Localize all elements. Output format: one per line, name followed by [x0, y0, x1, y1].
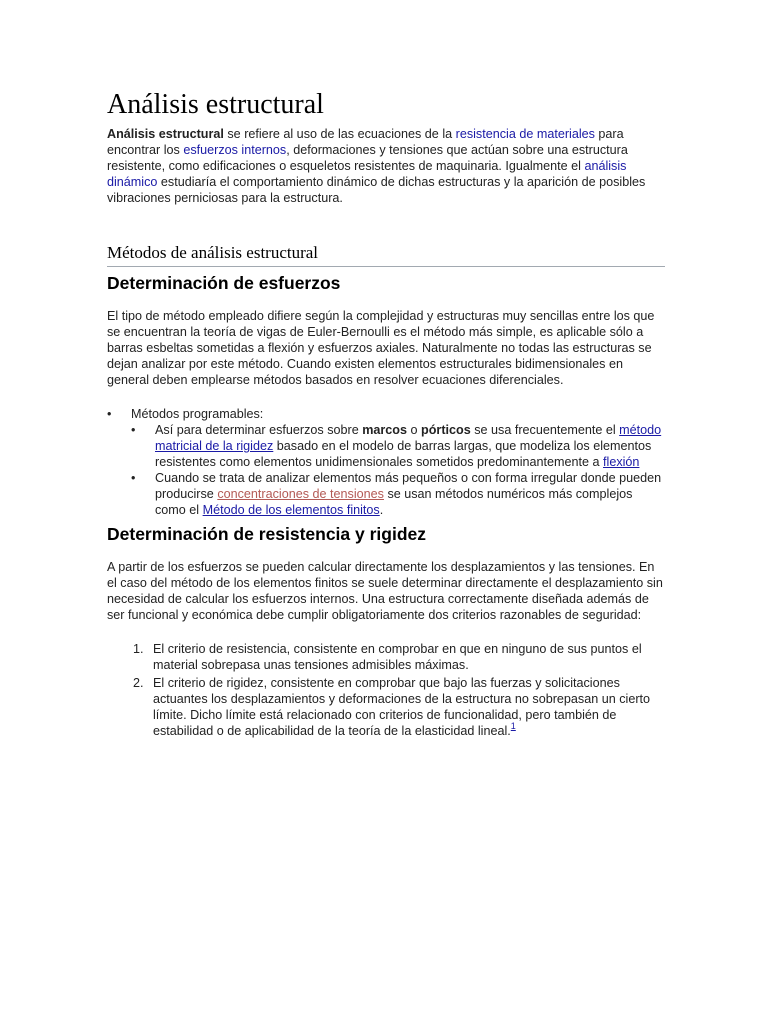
methods-list	[107, 406, 665, 518]
item1-text-2: o	[407, 423, 422, 437]
list-item-criterio-rigidez	[107, 675, 665, 739]
item1-text-4: basado en el modelo de barras largas, que modeliza los elementos resistentes como elementos unidimensionales sometidos predominantemente a	[155, 439, 652, 469]
list-item-elementos-pequenos	[131, 470, 665, 518]
list-number: 2.	[133, 676, 144, 690]
link-flexion[interactable]: flexión	[603, 455, 640, 469]
link-esfuerzos-internos[interactable]: esfuerzos internos	[183, 143, 287, 157]
item2-text-1: Cuando se trata de analizar elementos más pequeños o con forma irregular donde pueden producirse	[155, 471, 662, 501]
item1-text-1: Así para determinar esfuerzos sobre	[155, 423, 363, 437]
criteria-list	[107, 641, 665, 739]
subsection-heading-resistencia-rigidez: Determinación de resistencia y rigidez	[107, 524, 427, 544]
bullet-glyph: •	[131, 423, 136, 437]
list-item-criterio-resistencia	[107, 641, 665, 673]
link-resistencia-de-materiales[interactable]: resistencia de materiales	[455, 127, 595, 141]
link-analisis-dinamico[interactable]: análisis dinámico	[107, 159, 627, 189]
esfuerzos-paragraph: El tipo de método empleado difiere según la complejidad y estructuras muy sencillas entre los que se encuentran la teoría de vigas de Euler-Bernoulli es el método más simple, es aplicable sólo a barras esbeltas sometidas a flexión y esfuerzos axiales. Naturalmente no todas las estructuras se dejan analizar por este método. Cuando existen elementos estructurales bidimensionales en general deben emplearse métodos basados en resolver ecuaciones diferenciales.	[107, 309, 655, 387]
intro-text-2: para encontrar los	[107, 127, 624, 157]
list-number: 1.	[133, 642, 144, 656]
link-metodo-matricial-rigidez[interactable]: método matricial de la rigidez	[155, 423, 662, 453]
intro-bold-term: Análisis estructural	[107, 127, 224, 141]
section-heading: Métodos de análisis estructural	[107, 242, 665, 267]
list-item-metodos-programables	[107, 406, 665, 518]
intro-text-4: estudiaría el comportamiento dinámico de dichas estructuras y la aparición de posibles vibraciones perniciosas para la estructura.	[107, 175, 646, 205]
article	[107, 88, 665, 741]
list-label: Métodos programables:	[131, 407, 264, 421]
bullet-glyph: •	[107, 407, 112, 421]
link-metodo-elementos-finitos[interactable]: Método de los elementos finitos	[202, 503, 380, 517]
list-item-marcos-porticos	[131, 422, 665, 470]
item2-text-3: .	[379, 503, 384, 517]
item2-text-2: se usan métodos numéricos más complejos como el	[155, 487, 633, 517]
footnote-reference-link[interactable]: 1	[510, 721, 516, 731]
bullet-glyph: •	[131, 471, 136, 485]
intro-text-3: , deformaciones y tensiones que actúan sobre una estructura resistente, como edificaciones o esqueletos resistentes de maquinaria. Igualmente el	[107, 143, 628, 173]
page-title: Análisis estructural	[107, 89, 324, 120]
criterio-rigidez-text: El criterio de rigidez, consistente en comprobar que bajo las fuerzas y solicitaciones actuantes los desplazamientos y deformaciones de la estructura no sobrepasan un cierto límite. Dicho límite está relacionado con criterios de funcionalidad, pero también de estabilidad o de aplicabilidad de la teoría de la elasticidad lineal.	[153, 676, 651, 738]
link-concentraciones-de-tensiones[interactable]: concentraciones de tensiones	[217, 487, 384, 501]
item1-text-3: se usa frecuentemente el	[470, 423, 620, 437]
intro-paragraph	[107, 126, 665, 206]
criterio-resistencia-text: El criterio de resistencia, consistente en comprobar en que en ninguno de sus puntos el material sobrepasa unas tensiones admisibles máximas.	[153, 642, 642, 672]
item1-bold-porticos: pórticos	[421, 423, 471, 437]
methods-sublist	[131, 422, 665, 518]
subsection-heading-esfuerzos: Determinación de esfuerzos	[107, 273, 341, 293]
item1-bold-marcos: marcos	[362, 423, 408, 437]
intro-text-1: se refiere al uso de las ecuaciones de la	[223, 127, 456, 141]
resistencia-paragraph: A partir de los esfuerzos se pueden calcular directamente los desplazamientos y las tensiones. En el caso del método de los elementos finitos se suele determinar directamente el desplazamiento sin necesidad de calcular los esfuerzos internos. Una estructura correctamente diseñada además de ser funcional y económica debe cumplir obligatoriamente dos criterios razonables de seguridad:	[107, 560, 663, 622]
